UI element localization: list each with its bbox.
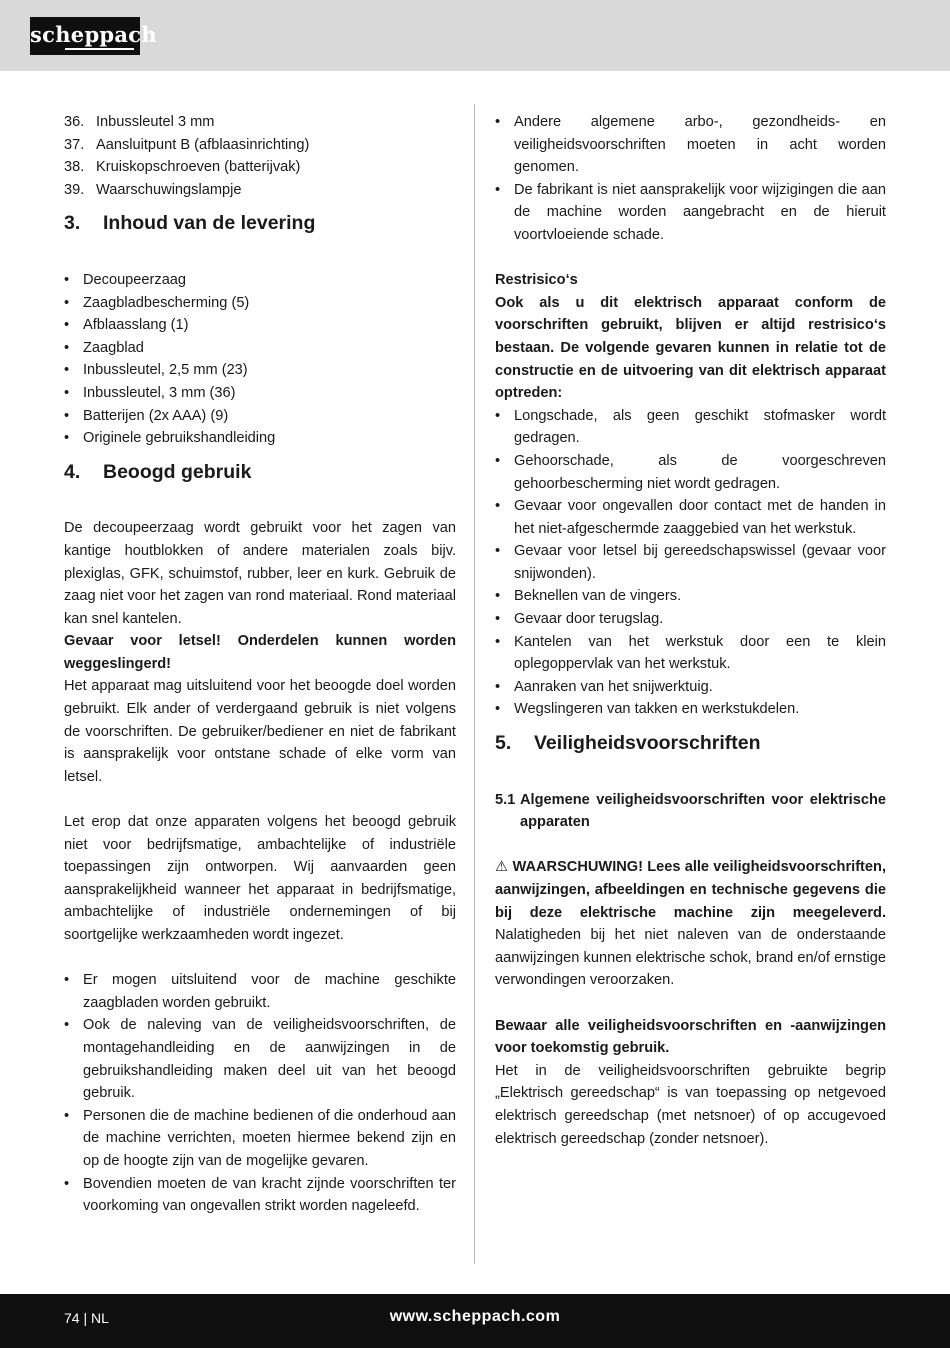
section-4-heading bbox=[64, 450, 456, 495]
list-item: • Gevaar door terugslag. bbox=[495, 608, 886, 631]
list-item: • Decoupeerzaag bbox=[64, 269, 456, 292]
brand-logo bbox=[30, 17, 157, 55]
paragraph: Het apparaat mag uitsluitend voor het beoogde doel worden gebruikt. Elk ander of verdergaand gebruik is niet volgens de voorschriften. De gebruiker/bediener en niet de fabrikant is aansprakelijk voor ontstane schade of elke vorm van letsel. bbox=[64, 678, 456, 785]
risks-intro: Ook als u dit elektrisch apparaat conform de voorschriften gebruikt, blijven er altijd restrisico‘s bestaan. De volgende gevaren kunnen in relatie tot de constructie en de uitvoering van dit elektrisch apparaat optreden: bbox=[495, 294, 886, 402]
list-item: • Bovendien moeten de van kracht zijnde voorschriften ter voorkoming van ongevallen strikt worden nageleefd. bbox=[64, 1173, 456, 1218]
list-item bbox=[64, 111, 456, 134]
warning-text: Nalatigheden bij het niet naleven van de onderstaande aanwijzingen kunnen elektrische schok, brand en/of ernstige verwondingen veroorzaken. bbox=[495, 927, 886, 989]
list-item: • Inbussleutel, 2,5 mm (23) bbox=[64, 359, 456, 382]
subsection-number: 5.1 bbox=[495, 791, 516, 808]
subsection-heading bbox=[495, 789, 886, 834]
warning-paragraph bbox=[495, 856, 886, 992]
item-number: 38. bbox=[64, 159, 85, 176]
list-item: • Inbussleutel, 3 mm (36) bbox=[64, 382, 456, 405]
subsection-title: Algemene veiligheidsvoorschriften voor elektrische apparaten bbox=[520, 791, 886, 831]
list-item: • Aanraken van het snijwerktuig. bbox=[495, 676, 886, 699]
section-5-heading bbox=[495, 721, 886, 766]
item-number: 36. bbox=[64, 114, 85, 130]
section-title: Veiligheidsvoorschriften bbox=[534, 732, 761, 755]
logo-text: scheppach bbox=[30, 22, 157, 47]
list-item: • Gevaar voor ongevallen door contact met de handen in het niet-afgeschermde zaaggebied van het werkstuk. bbox=[495, 495, 886, 540]
paragraph: Het in de veiligheidsvoorschriften gebruikte begrip „Elektrisch gereedschap“ is van toepassing op netgevoed elektrisch gereedschap (met netsnoer) of op accugevoed elektrisch gereedschap (zonder netsnoer). bbox=[495, 1062, 886, 1147]
list-item: • Wegslingeren van takken en werkstukdelen. bbox=[495, 698, 886, 721]
column-divider bbox=[474, 104, 475, 1264]
list-item: • Personen die de machine bedienen of die onderhoud aan de machine verrichten, moeten hiermee bekend zijn en op de hoogte zijn van de mogelijke gevaren. bbox=[64, 1105, 456, 1173]
list-item: • Afblaasslang (1) bbox=[64, 314, 456, 337]
page-number: 74 | NL bbox=[64, 1310, 109, 1326]
item-text: Aansluitpunt B (afblaasinrichting) bbox=[96, 136, 310, 153]
list-item: • Kantelen van het werkstuk door een te klein oplegoppervlak van het werkstuk. bbox=[495, 631, 886, 676]
parts-list bbox=[64, 111, 456, 201]
list-item bbox=[64, 134, 456, 157]
keep-instructions-heading: Bewaar alle veiligheidsvoorschriften en -aanwijzingen voor toekomstig gebruik. bbox=[495, 1017, 886, 1057]
warning-bold-text: WAARSCHUWING! Lees alle veiligheidsvoorschriften, aanwijzingen, afbeeldingen en technische gegevens die bij deze elektrische machine zijn meegeleverd. bbox=[495, 859, 887, 921]
paragraph: Let erop dat onze apparaten volgens het beoogd gebruik niet voor bedrijfsmatige, ambachtelijke of industriële toepassingen zijn ontworpen. Wij aanvaarden geen aansprakelijkheid wanneer het apparaat in bedrijfsmatige, ambachtelijke of industriële ondernemingen of bij soortgelijke werkzaamheden wordt ingezet. bbox=[64, 814, 456, 943]
item-text: Kruiskopschroeven (batterijvak) bbox=[96, 159, 301, 176]
general-bullets bbox=[495, 111, 886, 247]
left-column bbox=[64, 111, 456, 1218]
list-item: • Batterijen (2x AAA) (9) bbox=[64, 405, 456, 428]
delivery-list bbox=[64, 269, 456, 450]
section-title: Beoogd gebruik bbox=[103, 460, 252, 483]
section-number: 3. bbox=[64, 212, 81, 235]
warning-text: Gevaar voor letsel! Onderdelen kunnen worden weggeslingerd! bbox=[64, 633, 456, 672]
right-column bbox=[495, 111, 886, 1150]
page-footer bbox=[0, 1294, 950, 1348]
list-item: • De fabrikant is niet aansprakelijk voor wijzigingen die aan de machine worden aangebracht en de hieruit voortvloeiende schade. bbox=[495, 179, 886, 247]
item-number: 39. bbox=[64, 181, 85, 198]
section-number: 4. bbox=[64, 460, 81, 483]
page-header bbox=[0, 0, 950, 71]
list-item: • Longschade, als geen geschikt stofmasker wordt gedragen. bbox=[495, 405, 886, 450]
warning-triangle-icon: ⚠ bbox=[495, 859, 513, 876]
paragraph: De decoupeerzaag wordt gebruikt voor het zagen van kantige houtblokken of andere materialen zoals bijv. plexiglas, GFK, schuimstof, rubber, leer en kurk. Gebruik de zaag niet voor het zagen van rond materiaal. Rond materiaal kan snel kantelen. bbox=[64, 520, 456, 627]
list-item: • Ook de naleving van de veiligheidsvoorschriften, de montagehandleiding en de aanwijzingen in de gebruikshandleiding maken deel uit van het beoogd gebruik. bbox=[64, 1014, 456, 1104]
logo-underline bbox=[65, 48, 134, 50]
usage-bullets bbox=[64, 969, 456, 1218]
risks-list bbox=[495, 405, 886, 721]
section-title: Inhoud van de levering bbox=[103, 212, 316, 235]
website-url: www.scheppach.com bbox=[389, 1308, 561, 1325]
item-text: Inbussleutel 3 mm bbox=[96, 114, 215, 130]
item-text: Waarschuwingslampje bbox=[96, 181, 242, 198]
list-item: • Zaagbladbescherming (5) bbox=[64, 292, 456, 315]
section-3-heading bbox=[64, 201, 456, 246]
list-item: • Er mogen uitsluitend voor de machine geschikte zaagbladen worden gebruikt. bbox=[64, 969, 456, 1014]
list-item: • Originele gebruikshandleiding bbox=[64, 427, 456, 450]
item-number: 37. bbox=[64, 136, 85, 153]
list-item: • Zaagblad bbox=[64, 337, 456, 360]
risks-heading: Restrisico‘s bbox=[495, 272, 578, 289]
list-item bbox=[64, 156, 456, 179]
list-item bbox=[64, 179, 456, 202]
list-item: • Andere algemene arbo-, gezondheids- en veiligheidsvoorschriften moeten in acht worden genomen. bbox=[495, 111, 886, 179]
list-item: • Beknellen van de vingers. bbox=[495, 585, 886, 608]
list-item: • Gevaar voor letsel bij gereedschapswissel (gevaar voor snijwonden). bbox=[495, 540, 886, 585]
section-number: 5. bbox=[495, 732, 512, 755]
list-item: • Gehoorschade, als de voorgeschreven gehoorbescherming niet wordt gedragen. bbox=[495, 450, 886, 495]
